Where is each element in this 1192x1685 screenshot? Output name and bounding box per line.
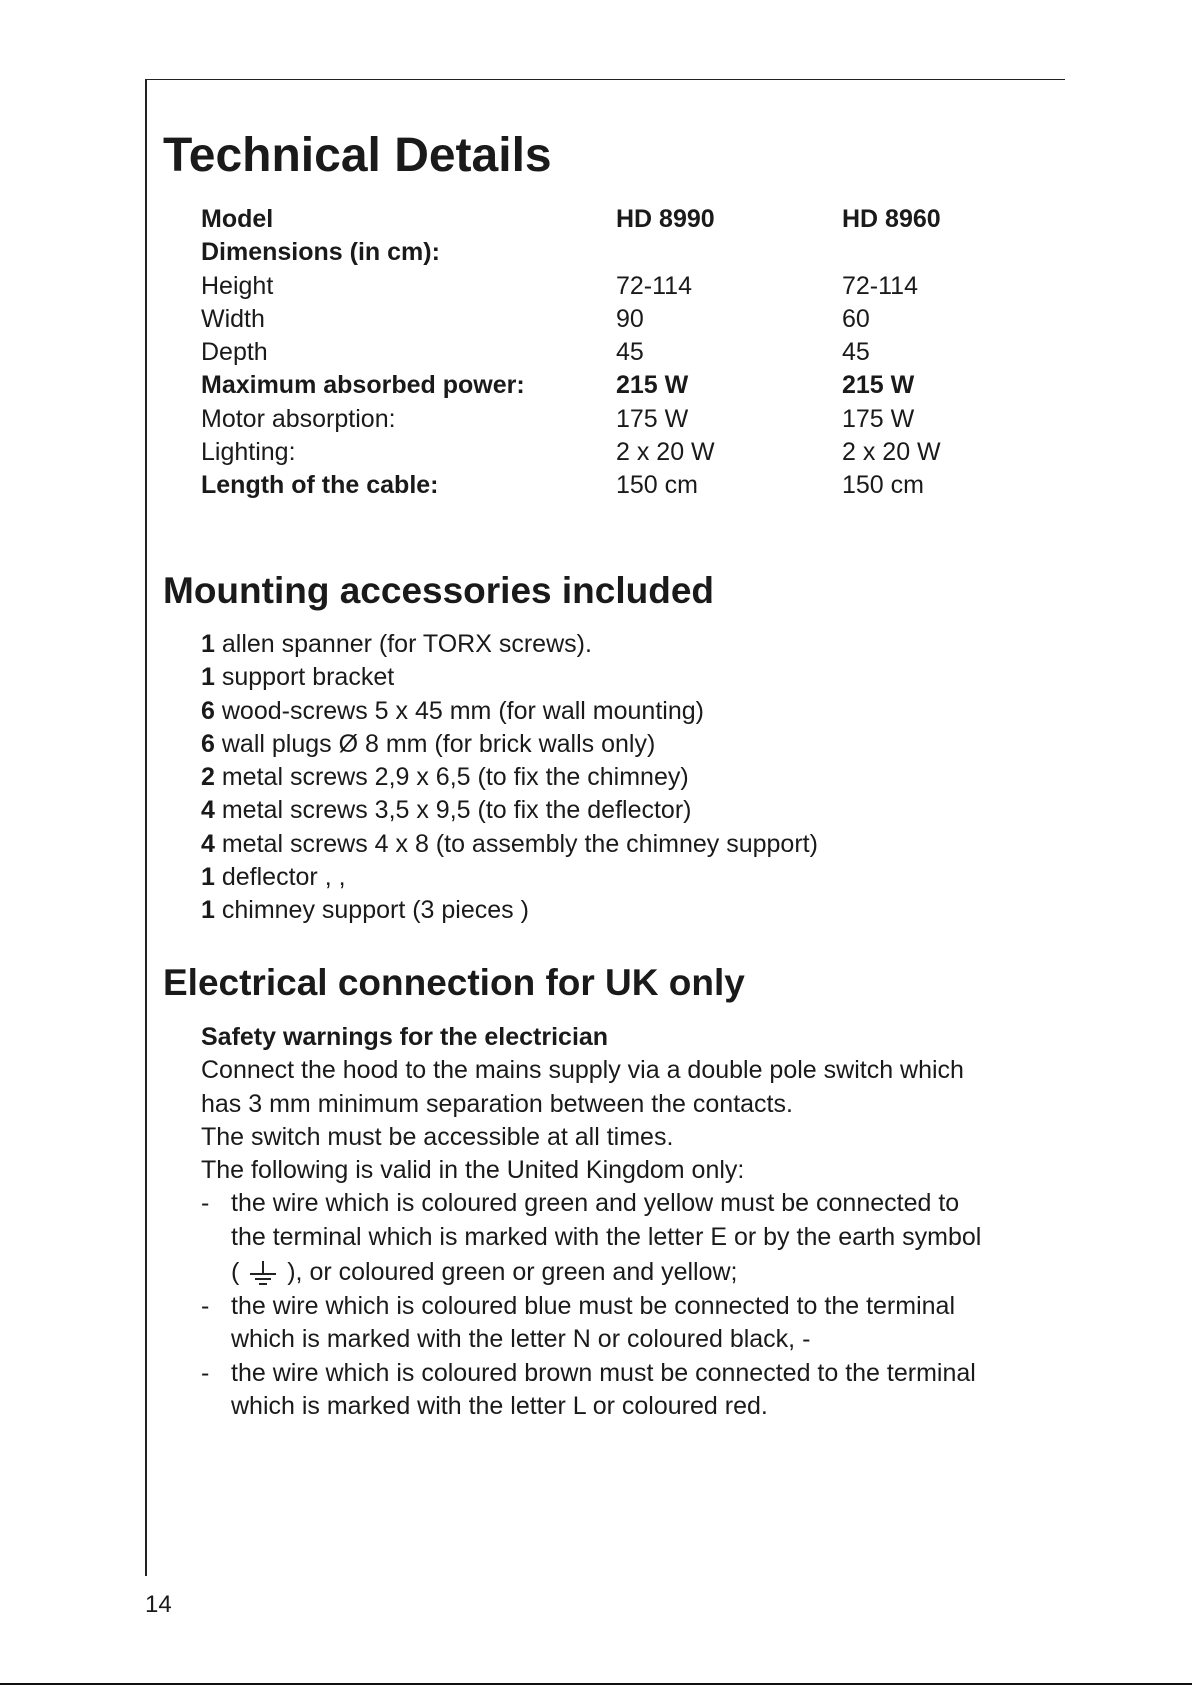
item-description: deflector , ,	[221, 863, 346, 892]
paren-open: (	[231, 1258, 240, 1287]
spec-value-hd8960: 175 W	[842, 404, 915, 433]
list-item	[201, 828, 818, 861]
item-quantity: 6	[201, 696, 215, 725]
spec-value-hd8990: 90	[616, 304, 644, 333]
bullet-line: which is marked with the letter L or coloured red.	[231, 1391, 768, 1420]
spec-label: Dimensions (in cm):	[201, 238, 440, 267]
top-rule	[145, 79, 1065, 80]
item-description: metal screws 2,9 x 6,5 (to fix the chimney)	[221, 763, 689, 792]
item-quantity: 6	[201, 729, 215, 758]
item-quantity: 1	[201, 863, 215, 892]
list-item	[201, 695, 818, 728]
bullet-line-text: ), or coloured green or green and yellow;	[287, 1258, 738, 1287]
spec-label: Depth	[201, 338, 268, 367]
bullet-earth-wire	[201, 1187, 1061, 1290]
bullet-neutral-wire	[201, 1290, 1061, 1357]
earth-ground-icon	[246, 1260, 280, 1286]
spec-value-hd8960: 2 x 20 W	[842, 438, 941, 467]
paragraph-line: Connect the hood to the mains supply via a double pole switch which	[201, 1056, 964, 1085]
spec-value-hd8960: 45	[842, 338, 870, 367]
item-description: wood-screws 5 x 45 mm (for wall mounting)	[221, 696, 704, 725]
bullet-line: the terminal which is marked with the letter E or by the earth symbol	[231, 1222, 982, 1251]
bullet-dash: -	[201, 1292, 210, 1321]
spec-value-hd8990: 150 cm	[616, 471, 698, 500]
spec-value-hd8990: HD 8990	[616, 205, 715, 233]
spec-value-hd8960: 215 W	[842, 371, 915, 400]
list-item	[201, 894, 818, 927]
spec-label: Width	[201, 304, 265, 333]
list-item	[201, 728, 818, 761]
spec-value-hd8990: 72-114	[616, 271, 692, 300]
spec-value-hd8990: 2 x 20 W	[616, 438, 715, 467]
spec-value-hd8990: 215 W	[616, 371, 689, 400]
item-quantity: 1	[201, 663, 215, 692]
item-quantity: 1	[201, 630, 215, 658]
spec-value-hd8960: 150 cm	[842, 471, 924, 500]
spec-value-hd8990: 45	[616, 338, 644, 367]
item-quantity: 4	[201, 796, 215, 825]
electrical-connection-heading: Electrical connection for UK only	[163, 962, 745, 1003]
item-description: chimney support (3 pieces )	[221, 896, 529, 925]
bullet-live-wire	[201, 1357, 1061, 1424]
safety-warnings-subheading: Safety warnings for the electrician	[201, 1023, 609, 1051]
paragraph-line: The following is valid in the United Kingdom only:	[201, 1156, 745, 1185]
bullet-line: the wire which is coloured green and yellow must be connected to	[231, 1189, 960, 1218]
electrical-connection-section	[201, 1021, 1061, 1423]
bullet-line: the wire which is coloured blue must be connected to the terminal	[231, 1292, 955, 1321]
mounting-accessories-list	[201, 628, 818, 928]
bullet-line	[231, 1254, 1061, 1290]
spec-label: Maximum absorbed power:	[201, 371, 525, 400]
paragraph-line: The switch must be accessible at all times.	[201, 1122, 674, 1151]
mounting-accessories-heading: Mounting accessories included	[163, 570, 715, 611]
spec-label: Model	[201, 205, 274, 233]
list-item	[201, 628, 818, 661]
spec-value-hd8960: 60	[842, 304, 870, 333]
list-item	[201, 861, 818, 894]
item-quantity: 2	[201, 763, 215, 792]
spec-value-hd8960: 72-114	[842, 271, 918, 300]
technical-details-heading: Technical Details	[163, 129, 552, 182]
spec-value-hd8990: 175 W	[616, 404, 689, 433]
bullet-line: which is marked with the letter N or coloured black, -	[231, 1325, 811, 1354]
bullet-line: the wire which is coloured brown must be connected to the terminal	[231, 1358, 976, 1387]
list-item	[201, 794, 818, 827]
item-description: wall plugs Ø 8 mm (for brick walls only)	[221, 729, 656, 758]
paragraph-line: has 3 mm minimum separation between the contacts.	[201, 1089, 793, 1118]
item-quantity: 4	[201, 829, 215, 858]
item-description: allen spanner (for TORX screws).	[221, 630, 592, 658]
item-description: metal screws 3,5 x 9,5 (to fix the deflector)	[221, 796, 692, 825]
list-item	[201, 661, 818, 694]
bullet-dash: -	[201, 1358, 210, 1387]
item-description: support bracket	[221, 663, 395, 692]
spec-label: Motor absorption:	[201, 404, 396, 433]
spec-label: Length of the cable:	[201, 471, 439, 500]
spec-label: Height	[201, 271, 274, 300]
bullet-dash: -	[201, 1189, 210, 1218]
left-margin-rule	[145, 79, 147, 1576]
item-description: metal screws 4 x 8 (to assembly the chimney support)	[221, 829, 818, 858]
item-quantity: 1	[201, 896, 215, 925]
page-number: 14	[145, 1591, 172, 1618]
spec-value-hd8960: HD 8960	[842, 205, 941, 233]
spec-label: Lighting:	[201, 438, 296, 467]
list-item	[201, 761, 818, 794]
